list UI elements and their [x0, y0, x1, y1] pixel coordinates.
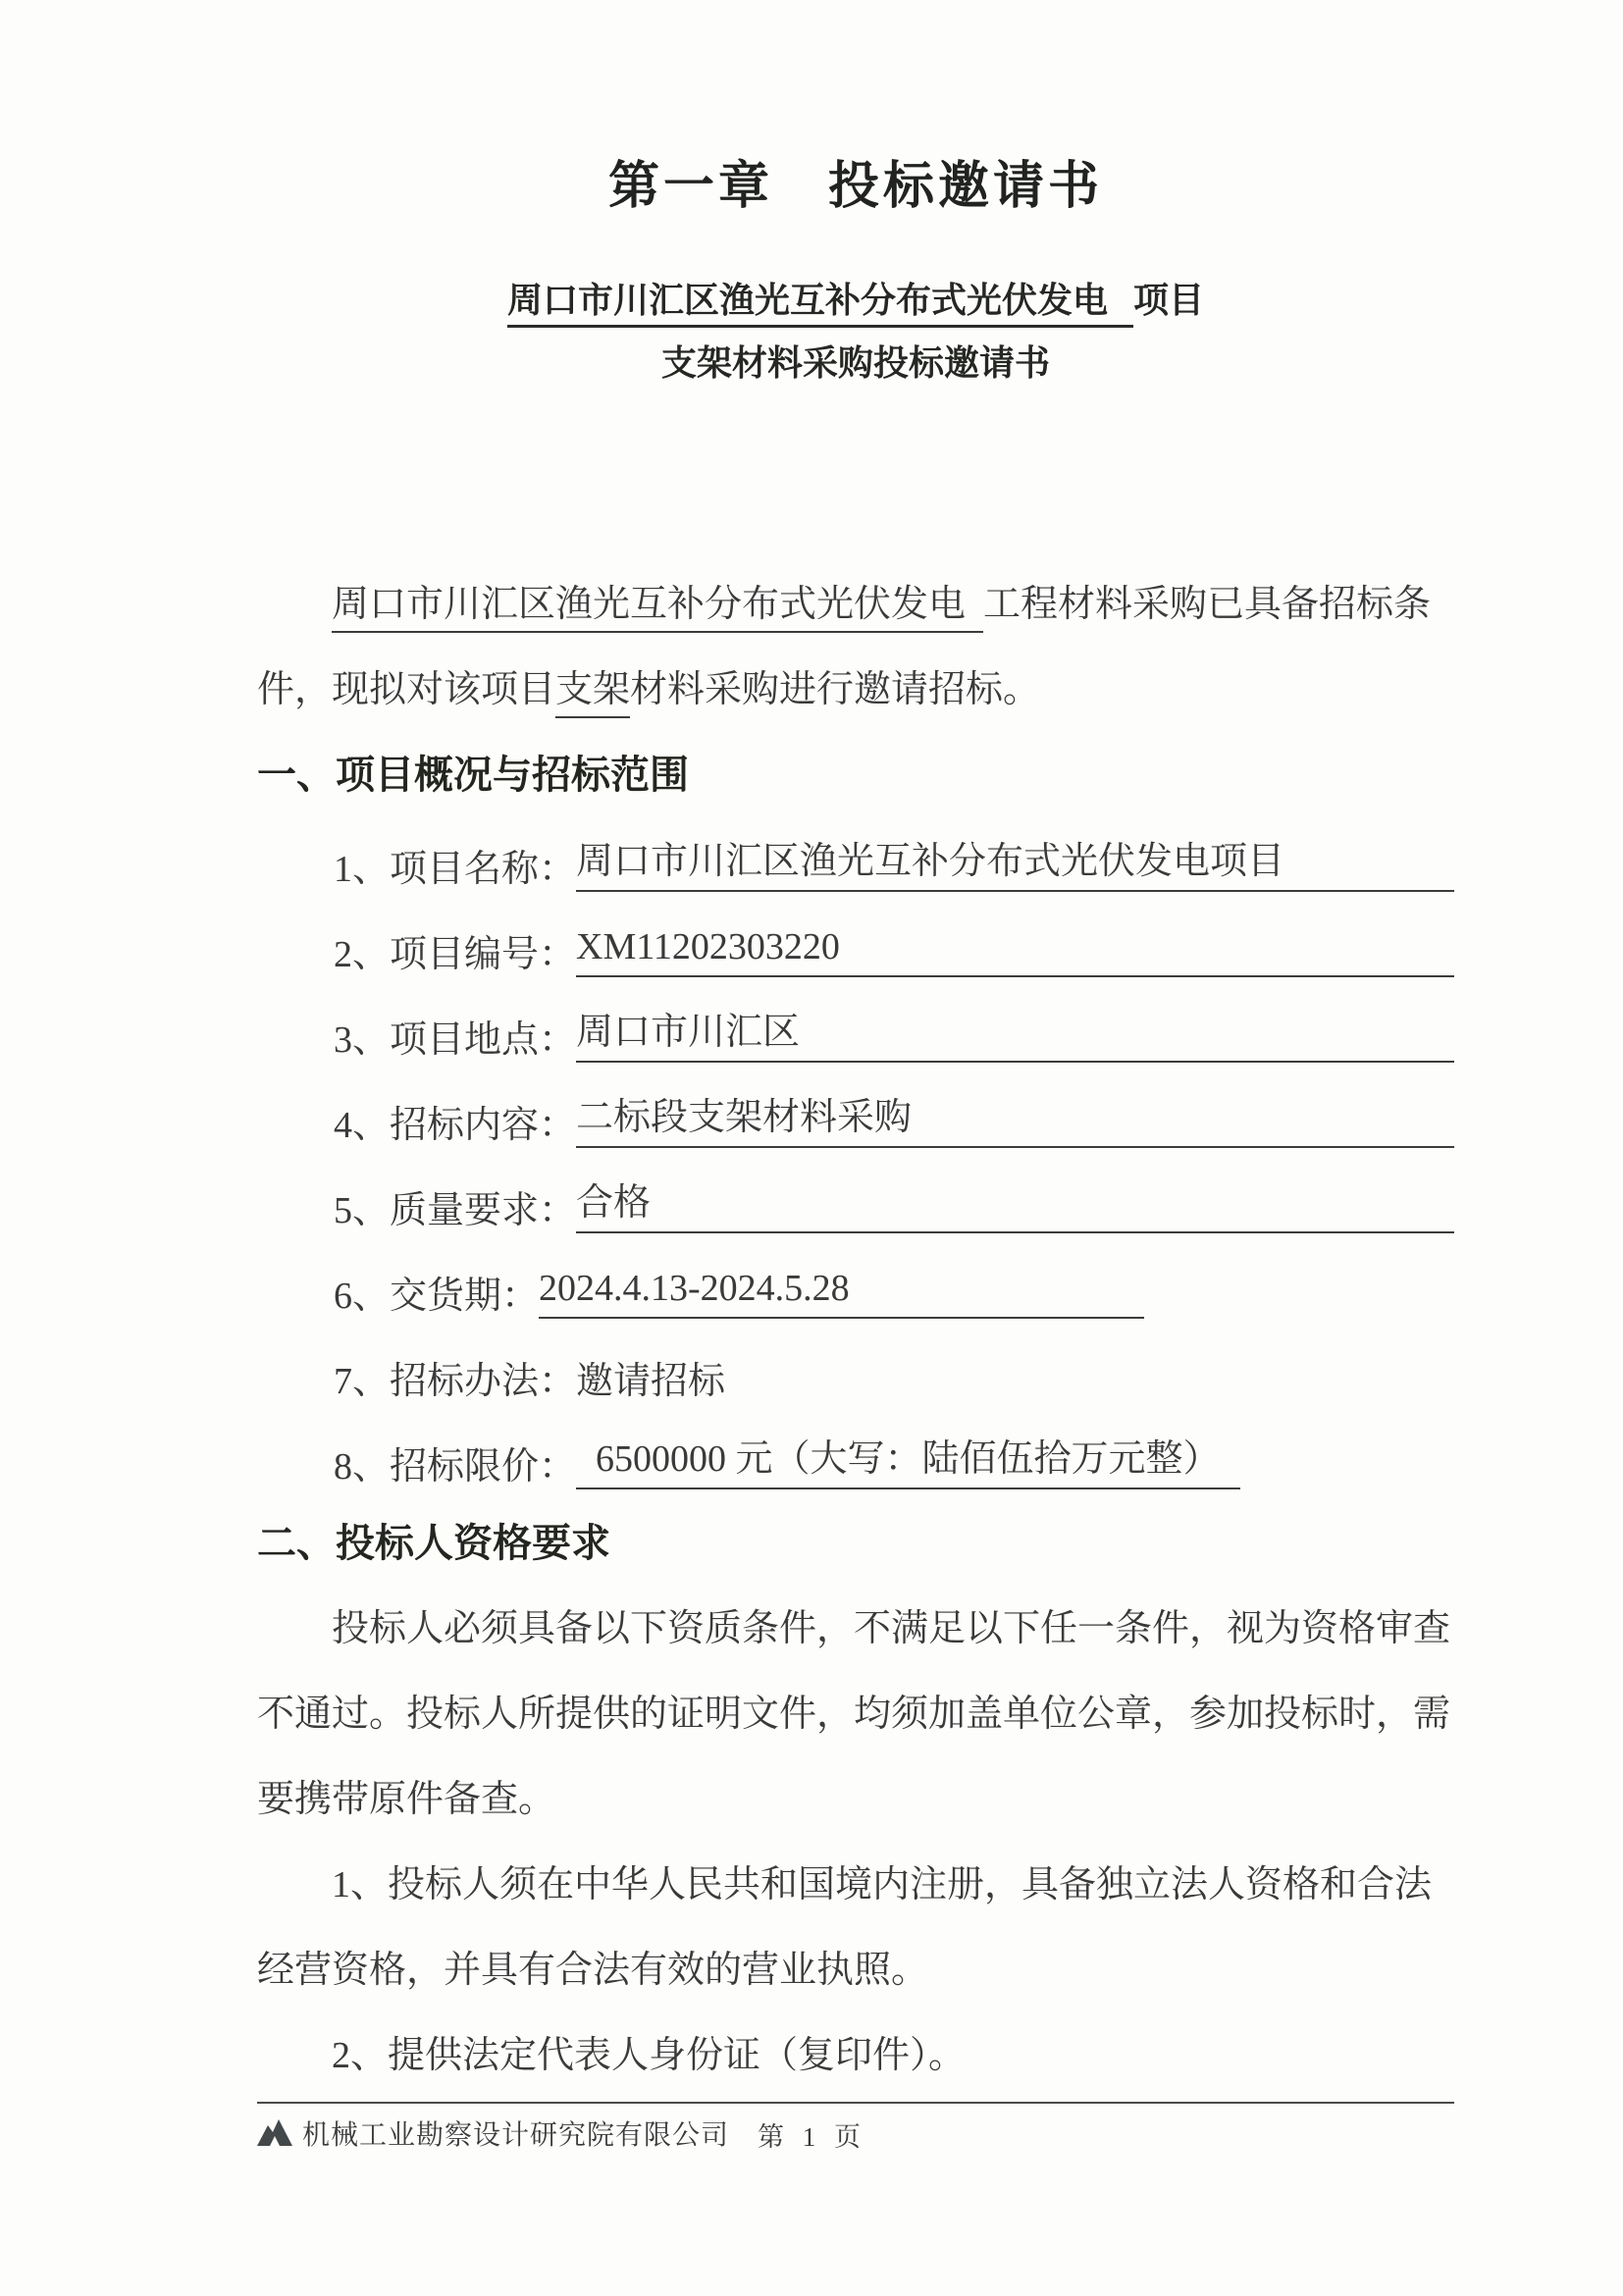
document-subtitle-line1: [257, 273, 1454, 328]
page-number: 第 1 页: [758, 2122, 866, 2152]
item-label: 3、项目地点：: [334, 1019, 577, 1061]
underline-filler: [912, 1146, 1454, 1148]
list-item-project-number: [257, 904, 1454, 989]
list-item-project-location: [257, 989, 1454, 1074]
chapter-title: 第一章 投标邀请书: [607, 158, 1103, 215]
intro-underlined-bracket: 支架: [555, 669, 630, 718]
item-value: 周口市川汇区渔光互补分布式光伏发电项目: [576, 839, 1284, 892]
list-item-price-limit: [257, 1416, 1454, 1501]
company-name: 机械工业勘察设计研究院有限公司: [302, 2120, 730, 2151]
item-value: 周口市川汇区: [576, 1010, 800, 1063]
item-label: 8、招标限价：: [334, 1446, 577, 1487]
page-footer: [257, 2102, 1454, 2153]
item-label: 7、招标办法：: [334, 1361, 577, 1402]
item-value: 2024.4.13-2024.5.28: [539, 1266, 850, 1319]
section1-heading: 一、项目概况与招标范围: [257, 754, 689, 797]
list-item-quality-requirement: [257, 1160, 1454, 1245]
item-label: 6、交货期：: [334, 1276, 540, 1317]
item-label: 5、质量要求：: [334, 1190, 577, 1231]
item-value: 合格: [576, 1180, 651, 1233]
list-item-tender-content: [257, 1074, 1454, 1160]
intro-text-2: 材料采购进行邀请招标。: [630, 669, 1041, 710]
item-value: XM11202303220: [576, 924, 840, 977]
underline-filler: [1221, 1487, 1240, 1489]
item-value: 邀请招标: [576, 1361, 726, 1402]
document-content: [257, 0, 1454, 2099]
list-item-project-name: [257, 818, 1454, 904]
underline-filler: [1284, 890, 1454, 892]
item-label: 2、项目编号：: [334, 934, 577, 975]
list-item-delivery-period: [257, 1245, 1454, 1331]
company-logo-icon: [257, 2119, 292, 2147]
qualification-item-2: 2、提供法定代表人身份证（复印件）。: [332, 2035, 967, 2076]
item-value: 二标段支架材料采购: [576, 1095, 912, 1148]
intro-paragraph: [257, 562, 1454, 733]
qualification-item-1: 1、投标人须在中华人民共和国境内注册，具备独立法人资格和合法经营资格，并具有合法有效的营业执照。: [257, 1864, 1433, 1991]
intro-underlined-project-name: 周口市川汇区渔光互补分布式光伏发电: [332, 584, 983, 633]
item-label: 1、项目名称：: [334, 849, 577, 890]
intro-text-1: 工程材料采购已具备招标条件，现拟对该项目: [257, 584, 1432, 710]
underline-filler: [840, 975, 1454, 977]
qualification-paragraph: 投标人必须具备以下资质条件，不满足以下任一条件，视为资格审查不通过。投标人所提供的证明文件，均须加盖单位公章，参加投标时，需要携带原件备查。: [257, 1608, 1451, 1820]
list-item-tender-method: [257, 1331, 1454, 1416]
underline-filler: [850, 1317, 1144, 1319]
subtitle-suffix: 项目: [1133, 280, 1205, 320]
document-subtitle-line2: 支架材料采购投标邀请书: [660, 342, 1050, 383]
underline-filler: [800, 1061, 1454, 1063]
item-value: 6500000 元（大写：陆佰伍拾万元整）: [576, 1436, 1221, 1489]
subtitle-underlined-project-name: 周口市川汇区渔光互补分布式光伏发电: [507, 280, 1133, 328]
section2-heading: 二、投标人资格要求: [257, 1522, 610, 1565]
item-label: 4、招标内容：: [334, 1105, 577, 1146]
underline-filler: [651, 1231, 1454, 1233]
